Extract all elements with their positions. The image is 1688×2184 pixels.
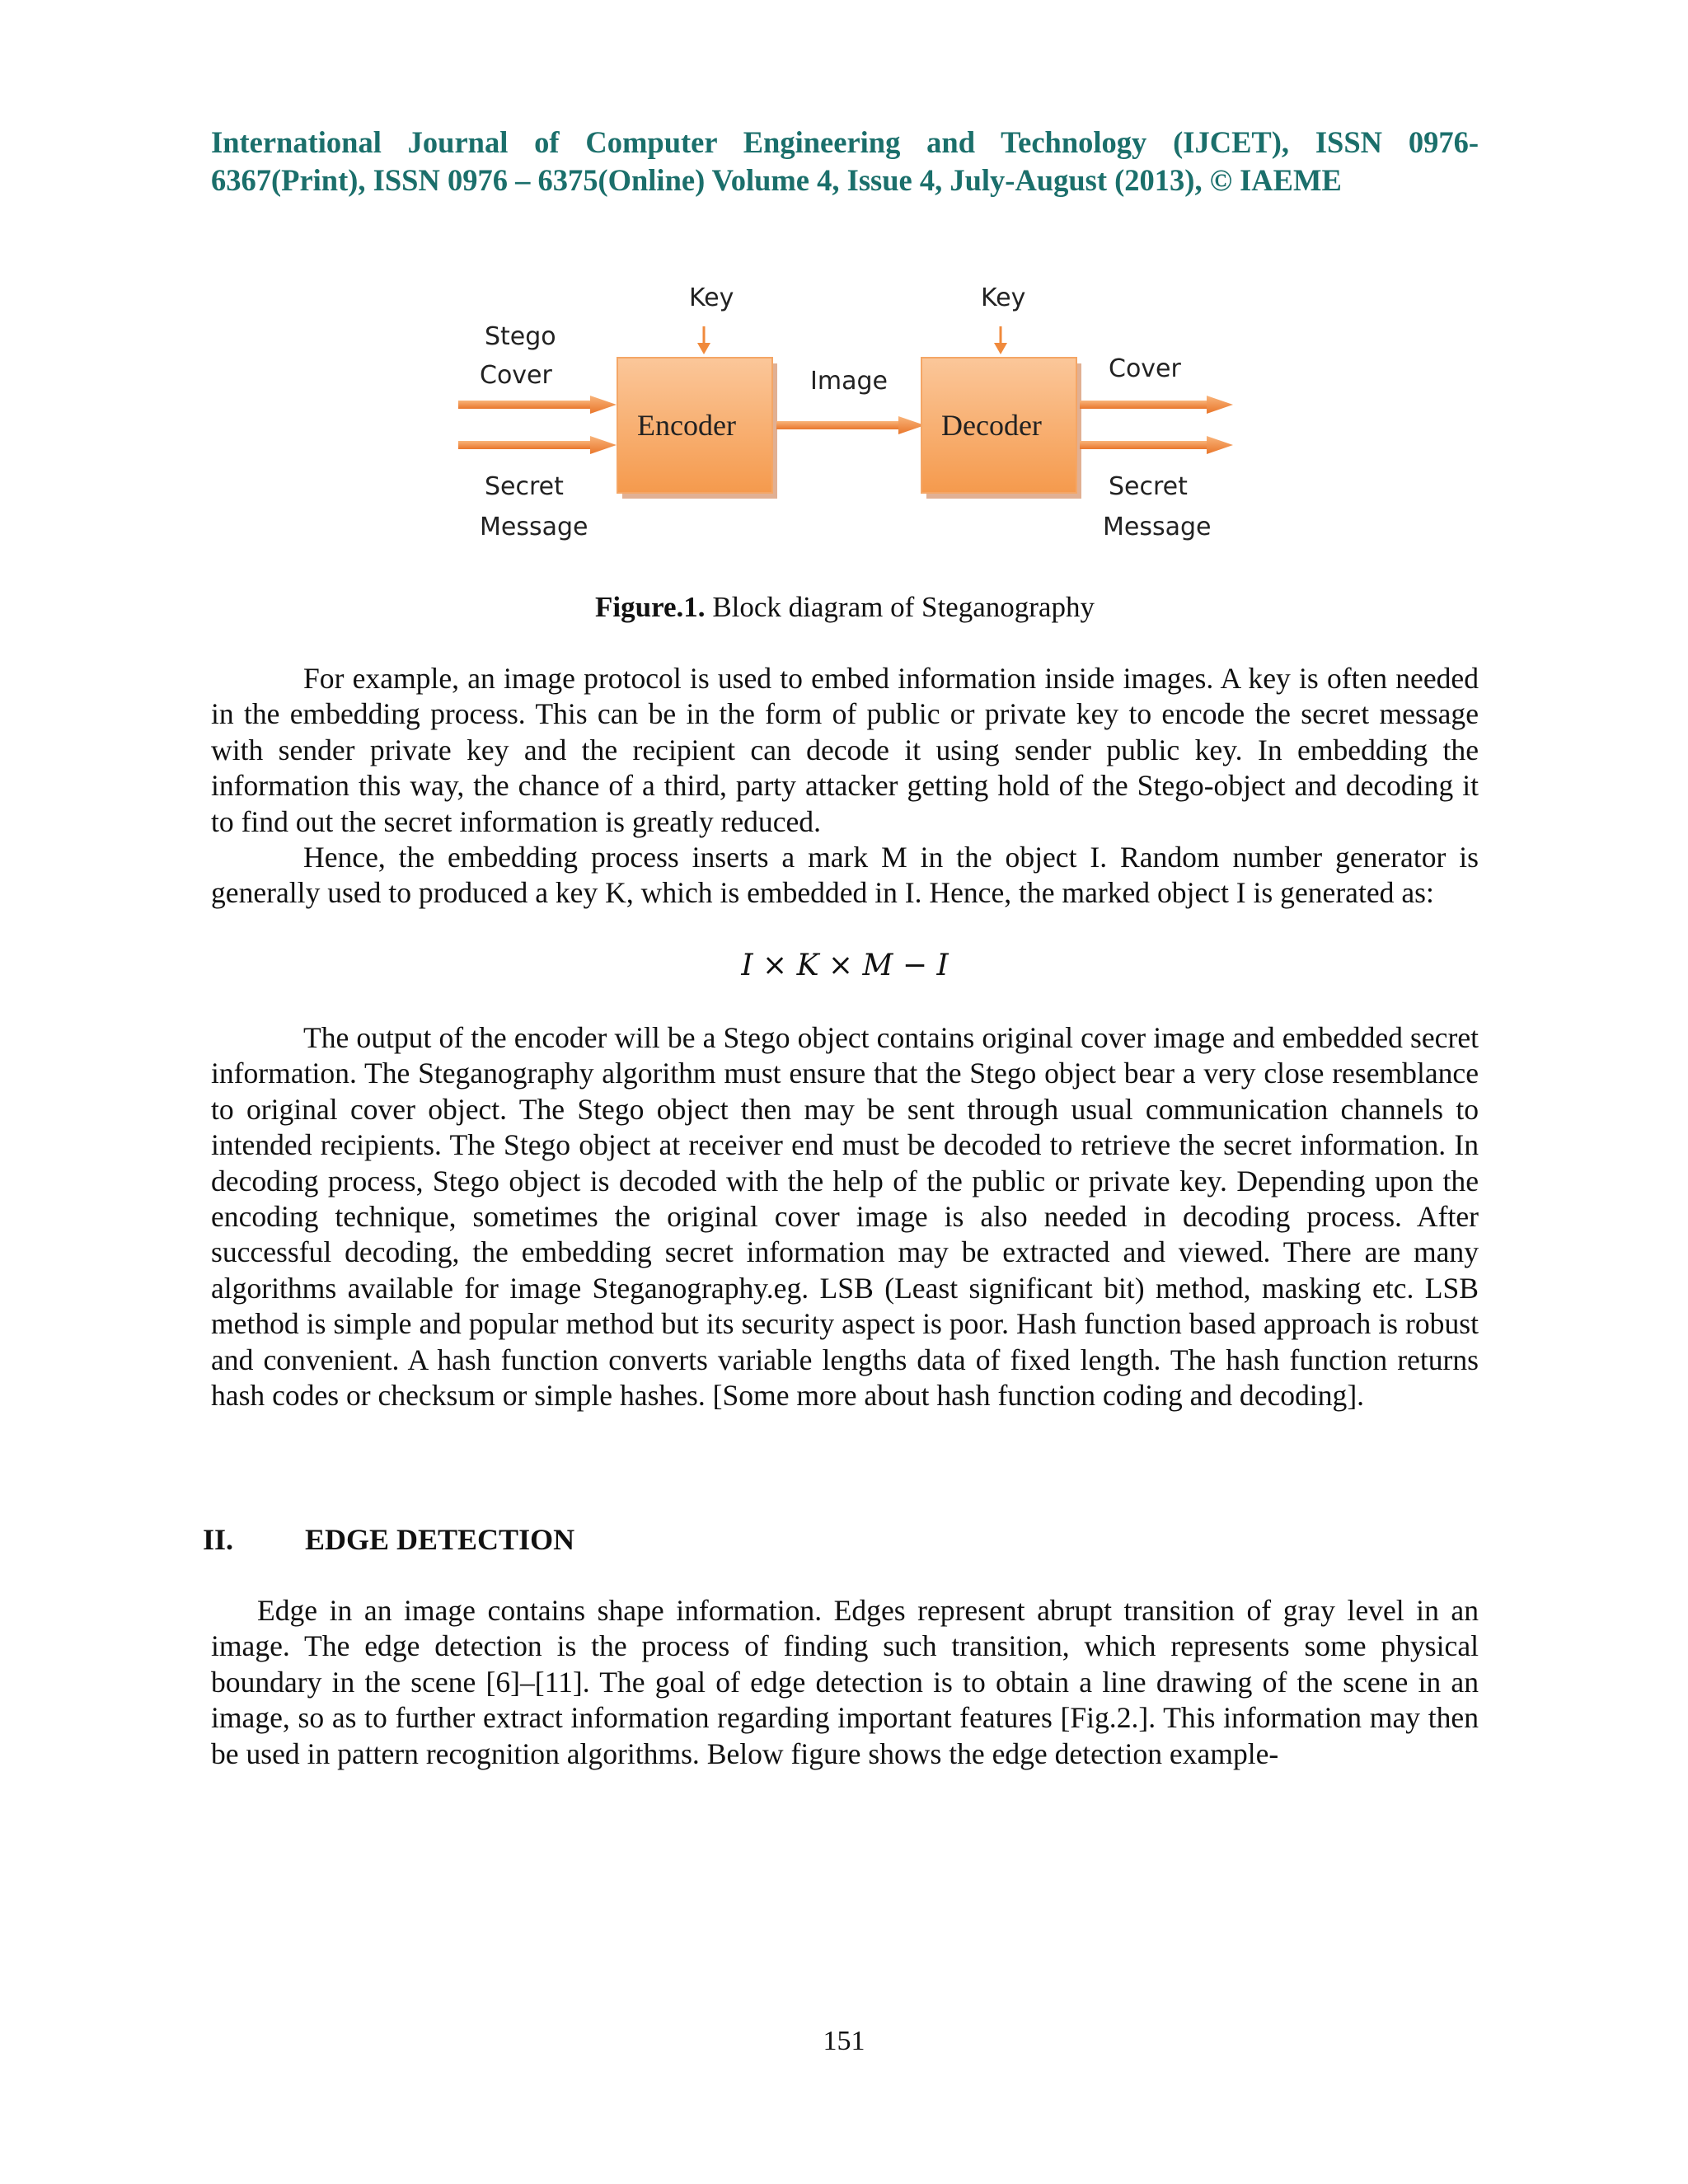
secret-message-input-arrow: [458, 436, 617, 454]
message-input-label: Message: [480, 513, 588, 541]
journal-header-line-2: 6367(Print), ISSN 0976 – 6375(Online) Volume 4, Issue 4, July-August (2013), © IAEME: [211, 163, 1342, 197]
decoder-label: Decoder: [941, 409, 1042, 442]
paragraph-edge-detection: [211, 1593, 1479, 1772]
paragraph-4: Edge in an image contains shape information. Edges represent abrupt transition of gray level in an image. The edge detection is the process of finding such transition, which represents some physical boundary in the scene [6]–[11]. The goal of edge detection is to obtain a line drawing of the scene in an image, so as to further extract information regarding important features [Fig.2.]. This information may then be used in pattern recognition algorithms. Below figure shows the edge detection example-: [211, 1594, 1479, 1770]
stego-label: Stego: [485, 322, 556, 351]
cover-input-label: Cover: [480, 361, 552, 390]
figure-caption-label: Figure.1.: [595, 591, 706, 623]
paragraph-2: Hence, the embedding process inserts a mark M in the object I. Random number generator is generally used to produced a key K, which is embedded in I. Hence, the marked object I is generated as:: [211, 841, 1479, 910]
section-title: EDGE DETECTION: [305, 1523, 575, 1556]
secret-message-output-arrow: [1080, 436, 1233, 454]
section-number: II.: [203, 1523, 234, 1556]
secret-input-label: Secret: [485, 472, 564, 501]
journal-header-line-1: International Journal of Computer Engineering and Technology (IJCET), ISSN 0976-: [211, 125, 1479, 159]
image-label: Image: [810, 367, 888, 396]
message-output-label: Message: [1103, 513, 1212, 541]
paragraph-encoder-output: [211, 1020, 1479, 1413]
cover-output-label: Cover: [1109, 354, 1181, 383]
encoder-label: Encoder: [637, 409, 736, 442]
image-arrow: [776, 416, 925, 434]
key-arrow-right: [994, 326, 1007, 354]
key-label-right: Key: [981, 284, 1026, 312]
key-arrow-left: [697, 326, 710, 354]
paragraph-1: For example, an image protocol is used to embed information inside images. A key is often needed in the embedding process. This can be in the form of public or private key to encode the secret message with sender private key and the recipient can decode it using sender public key. In embedding the information this way, the chance of a third, party attacker getting hold of the Stego-object and decoding it to find out the secret information is greatly reduced.: [211, 662, 1479, 838]
journal-header: [211, 124, 1479, 199]
cover-input-arrow: [458, 396, 617, 414]
cover-output-arrow: [1080, 396, 1233, 414]
figure-caption-text: Block diagram of Steganography: [712, 591, 1095, 623]
figure-caption: [211, 588, 1479, 626]
steganography-block-diagram: [445, 272, 1253, 577]
paragraph-embedding-key: [211, 661, 1479, 912]
section-heading: [203, 1521, 1027, 1558]
secret-output-label: Secret: [1109, 472, 1188, 501]
key-label-left: Key: [689, 284, 734, 312]
page-number: 151: [823, 2026, 865, 2056]
equation: I × K × M − I: [741, 949, 949, 982]
paragraph-3: The output of the encoder will be a Stego object contains original cover image and embedded secret information. The Steganography algorithm must ensure that the Stego object bear a very close resemblance to original cover object. The Stego object then may be sent through usual communication channels to intended recipients. The Stego object at receiver end must be decoded to retrieve the secret information. In decoding process, Stego object is decoded with the help of the public or private key. Depending upon the encoding technique, sometimes the original cover image is also needed in decoding process. After successful decoding, the embedding secret information may be extracted and viewed. There are many algorithms available for image Steganography.eg. LSB (Least significant bit) method, masking etc. LSB method is simple and popular method but its security aspect is poor. Hash function based approach is robust and convenient. A hash function converts variable lengths data of fixed length. The hash function returns hash codes or checksum or simple hashes. [Some more about hash function coding and decoding].: [211, 1021, 1479, 1413]
